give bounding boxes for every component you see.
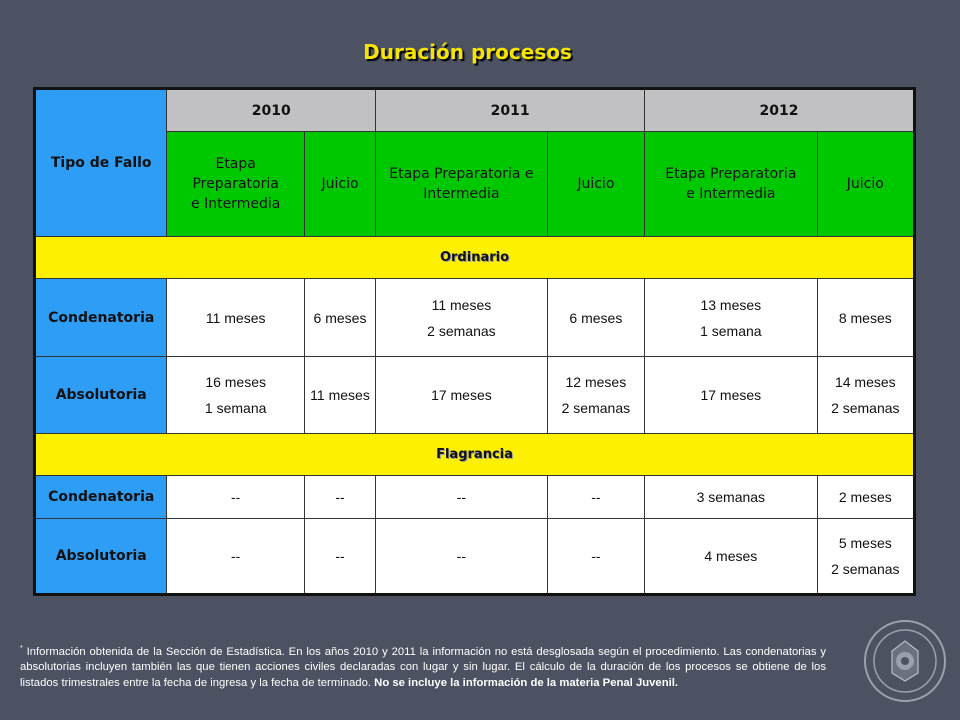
cell-line: -- — [335, 548, 345, 564]
table-cell — [547, 519, 644, 595]
header-line: Etapa Preparatoria — [192, 156, 279, 192]
table-cell — [547, 279, 644, 357]
table-row — [35, 519, 915, 595]
table-cell — [376, 279, 548, 357]
table-cell — [167, 519, 304, 595]
table-cell — [817, 519, 914, 595]
cell-line: 13 meses — [700, 296, 762, 313]
year-header-2010: 2010 — [167, 89, 376, 132]
juicio-2012-header — [817, 132, 914, 237]
year-header-2012: 2012 — [645, 89, 915, 132]
row-label: Absolutoria — [35, 519, 167, 595]
table-cell — [645, 279, 818, 357]
table-cell — [167, 279, 304, 357]
table-cell — [817, 357, 914, 434]
cell-line: 14 meses — [834, 374, 896, 390]
table-cell — [645, 519, 818, 595]
cell-line: -- — [456, 548, 467, 564]
cell-line: 11 meses — [431, 296, 492, 313]
header-line: Etapa Preparatoria e — [389, 166, 534, 182]
table-cell — [645, 476, 818, 519]
cell-line: 17 meses — [431, 387, 492, 403]
table-cell — [376, 357, 548, 434]
table-cell — [645, 357, 818, 434]
etapa-2011-header — [376, 132, 548, 237]
cell-line: 3 semanas — [696, 489, 766, 505]
cell-line: 12 meses — [565, 374, 627, 390]
cell-line: -- — [591, 548, 601, 564]
cell-line: 17 meses — [700, 387, 762, 403]
table-cell — [817, 279, 914, 357]
table-row — [35, 279, 915, 357]
cell-line: 4 meses — [704, 548, 758, 564]
header-line: Juicio — [321, 176, 359, 192]
etapa-2010-header — [167, 132, 304, 237]
table-cell — [817, 476, 914, 519]
cell-line: -- — [231, 489, 241, 505]
cell-line: 5 meses — [838, 535, 892, 551]
section-label: Ordinario — [439, 250, 510, 265]
row-label: Condenatoria — [35, 279, 167, 357]
cell-line: 1 semana — [204, 400, 267, 416]
footnote — [20, 641, 826, 691]
table-cell — [304, 519, 375, 595]
section-label: Flagrancia — [436, 447, 513, 462]
ministerio-publico-seal-icon — [862, 611, 948, 711]
row-label: Absolutoria — [35, 357, 167, 434]
juicio-2010-header — [304, 132, 375, 237]
table-row — [35, 476, 915, 519]
cell-line: 2 semanas — [561, 400, 631, 416]
etapa-2012-header — [645, 132, 818, 237]
table-cell — [547, 357, 644, 434]
cell-line: 16 meses — [205, 374, 267, 390]
juicio-2011-header — [547, 132, 644, 237]
section-row-flagrancia — [35, 434, 915, 476]
table-cell — [376, 519, 548, 595]
table-cell — [376, 476, 548, 519]
cell-line: 2 semanas — [831, 400, 900, 416]
table-cell — [304, 279, 375, 357]
footnote-bold-text: No se incluye la información de la materia Penal Juvenil. — [374, 676, 679, 689]
header-line: Juicio — [577, 176, 615, 192]
cell-line: -- — [456, 489, 467, 505]
header-line: e Intermedia — [686, 186, 776, 202]
table-cell — [304, 476, 375, 519]
cell-line: 8 meses — [838, 309, 892, 326]
tipo-de-fallo-header: Tipo de Fallo — [35, 89, 167, 237]
header-line: Intermedia — [423, 186, 500, 202]
header-line: Juicio — [846, 176, 884, 192]
page-title: Duración procesos — [363, 40, 572, 64]
cell-line: 1 semana — [700, 322, 762, 339]
row-label: Condenatoria — [35, 476, 167, 519]
cell-line: 11 meses — [310, 387, 370, 403]
cell-line: -- — [231, 548, 241, 564]
table-cell — [304, 357, 375, 434]
cell-line: 2 meses — [838, 489, 892, 505]
cell-line: 11 meses — [205, 309, 266, 326]
table-row — [35, 357, 915, 434]
cell-line: -- — [335, 489, 345, 505]
table-cell — [167, 357, 304, 434]
cell-line: 6 meses — [313, 309, 367, 326]
footnote-marker: * — [20, 645, 23, 652]
table-cell — [167, 476, 304, 519]
year-header-2011: 2011 — [376, 89, 645, 132]
header-line: Etapa Preparatoria — [665, 166, 797, 182]
cell-line: 6 meses — [569, 309, 623, 326]
cell-line: 2 semanas — [831, 561, 900, 577]
footnote-text: Información obtenida de la Sección de Estadística. En los años 2010 y 2011 la información no está desglosada según el procedimiento. Las condenatorias y absolutorias incluyen también las que tienen acciones civiles declaradas con lugar y sin lugar. El cálculo de la duración de los procesos se obtiene de los listados trimestrales entre la fecha de ingresa y la fecha de terminado. — [20, 645, 826, 689]
duration-table — [33, 87, 916, 596]
table-cell — [547, 476, 644, 519]
cell-line: 2 semanas — [427, 322, 496, 339]
section-row-ordinario — [35, 237, 915, 279]
header-line: e Intermedia — [191, 196, 281, 212]
cell-line: -- — [591, 489, 601, 505]
